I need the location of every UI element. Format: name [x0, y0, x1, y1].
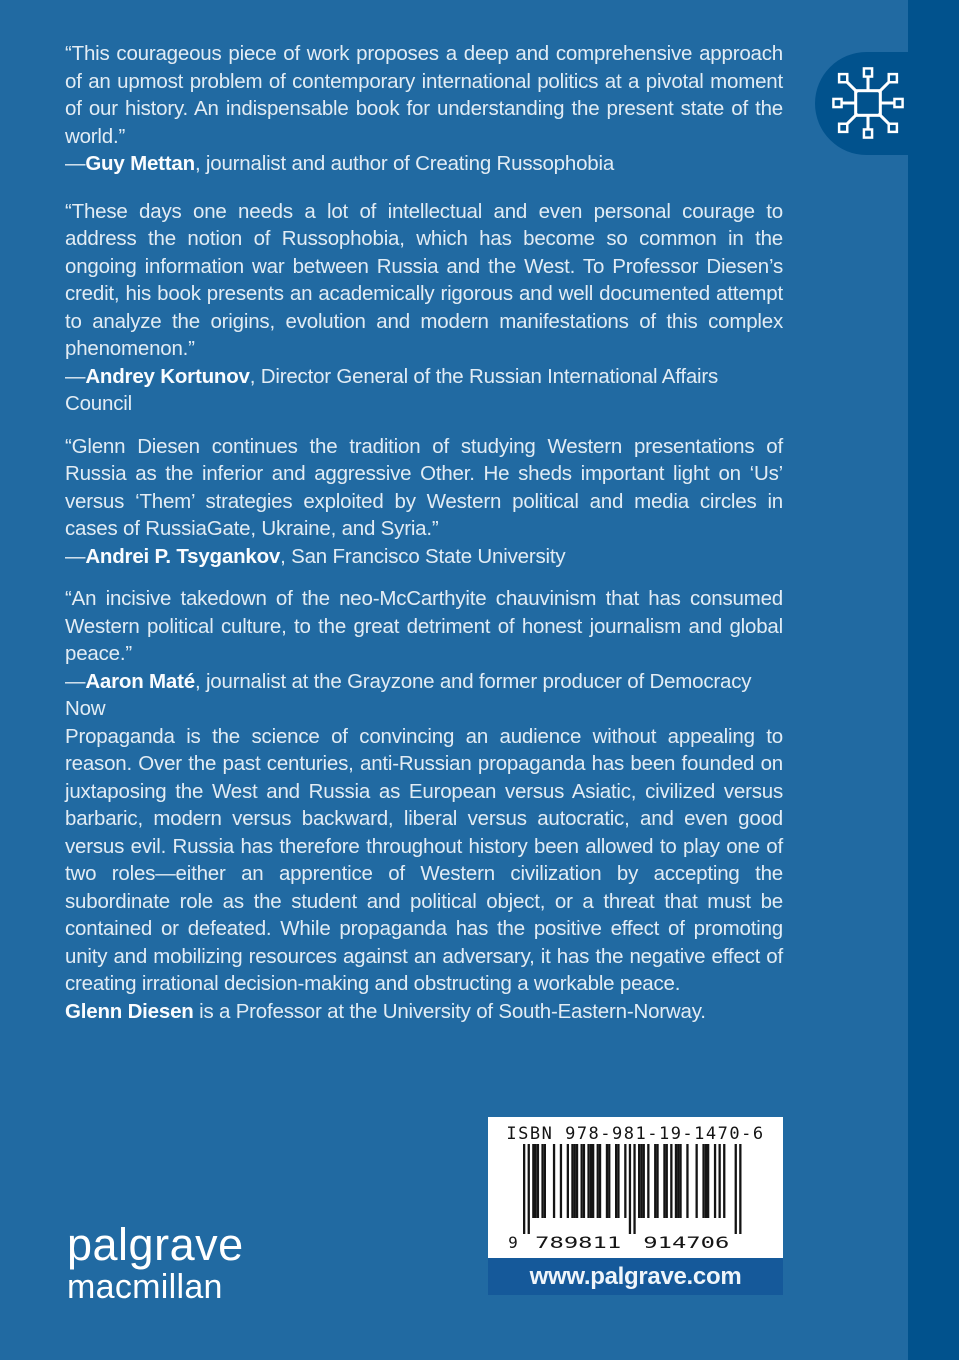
author-bio-text: is a Professor at the University of South-Eastern-Norway.	[193, 999, 706, 1023]
reviewer-title: , San Francisco State University	[280, 544, 566, 568]
review-quote-4-attribution	[65, 668, 783, 723]
author-bio	[65, 998, 783, 1026]
em-dash: —	[65, 669, 86, 693]
author-name: Glenn Diesen	[65, 999, 194, 1023]
barcode-panel	[488, 1117, 783, 1258]
right-accent-strip	[908, 0, 959, 1360]
reviewer-name: Andrey Kortunov	[85, 364, 250, 388]
reviewer-title: , journalist and author of Creating Russophobia	[194, 152, 615, 175]
review-quote-2-attribution	[65, 363, 783, 418]
publisher-website-band	[488, 1258, 783, 1295]
svg-text:9: 9	[507, 1233, 518, 1252]
book-description: Propaganda is the science of convincing an audience without appealing to reason. Over the past centuries, anti-Russian propaganda has been founded on juxtaposing the West and Russia as European versus Asiatic, civilized versus barbaric, modern versus backward, liberal versus autocratic, and even good versus evil. Russia has therefore throughout history been allowed to play one of two roles—either an apprentice of Western civilization by accepting the subordinate role as the student and political object, or a threat that must be contained or defeated. While propaganda has the positive effect of promoting unity and mobilizing resources against an adversary, it has the negative effect of creating irrational decision-making and obstructing a workable peace.	[65, 724, 783, 995]
review-quote-1-attribution	[65, 150, 783, 178]
publisher-logo	[67, 1219, 244, 1306]
back-cover-text-column	[65, 40, 783, 1025]
publisher-mark-pill	[815, 52, 959, 155]
palgrave-network-mark-icon	[832, 67, 904, 139]
em-dash: —	[65, 364, 86, 388]
review-quote-4: “An incisive takedown of the neo-McCarthyite chauvinism that has consumed Western political culture, to the great detriment of honest journalism and global peace.”	[65, 587, 783, 665]
review-quote-3: “Glenn Diesen continues the tradition of studying Western presentations of Russia as the inferior and aggressive Other. He sheds important light on ‘Us’ versus ‘Them’ strategies exploited by Western political and media circles in cases of RussiaGate, Ukraine, and Syria.”	[65, 434, 783, 540]
publisher-website: www.palgrave.com	[529, 1262, 742, 1290]
reviewer-name: Aaron Maté	[85, 669, 195, 693]
ean13-barcode	[505, 1144, 767, 1252]
reviewer-title: , journalist at the Grayzone and former producer of Democracy Now	[65, 669, 752, 720]
review-quote-3-attribution	[65, 543, 783, 571]
em-dash: —	[65, 544, 86, 568]
isbn-label: ISBN 978-981-19-1470-6	[506, 1124, 765, 1144]
review-quote-1: “This courageous piece of work proposes a deep and comprehensive approach of an upmost problem of contemporary international politics at a pivotal moment of our history. An indispensable book for understanding the present state of the world.”	[65, 42, 783, 148]
review-quote-2: “These days one needs a lot of intellectual and even personal courage to address the notion of Russophobia, which has become so common in the ongoing information war between Russia and the West. To Professor Diesen’s credit, his book presents an academically rigorous and well documented attempt to analyze the origins, evolution and modern manifestations of this complex phenomenon.”	[65, 199, 783, 360]
svg-text:789811: 789811	[534, 1233, 621, 1252]
reviewer-title: , Director General of the Russian International Affairs Council	[65, 364, 719, 415]
em-dash: —	[65, 152, 86, 175]
reviewer-name: Guy Mettan	[85, 152, 195, 175]
publisher-logo-palgrave: palgrave	[67, 1219, 244, 1270]
publisher-logo-macmillan: macmillan	[67, 1268, 223, 1306]
svg-text:914706: 914706	[642, 1233, 729, 1252]
reviewer-name: Andrei P. Tsygankov	[85, 544, 281, 568]
